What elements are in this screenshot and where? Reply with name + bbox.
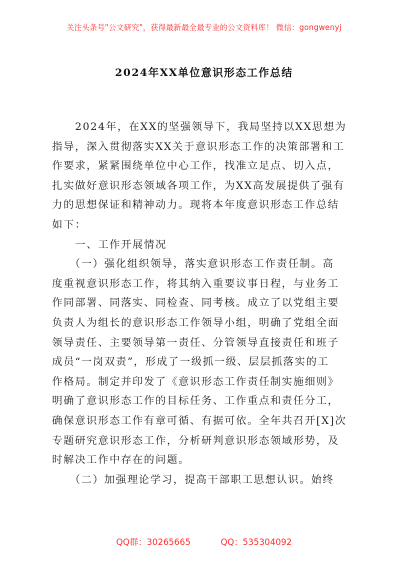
body-line: 如下： [52, 218, 87, 231]
body-line: 度重视意识形态工作，将其纳入重要议事日程，与业务工 [52, 277, 340, 290]
body-line: 负责人为组长的意识形态工作领导小组，明确了党组全面 [52, 316, 340, 329]
body-line: 指导，深入贯彻落实XX关于意识形态工作的决策部署和工 [52, 140, 345, 153]
body-line: 时解决工作中存在的问题。 [52, 454, 190, 467]
body-line: 专题研究意识形态工作，分析研判意识形态领域形势，及 [52, 434, 340, 447]
body-line: 力的思想保证和精神动力。现将本年度意识形态工作总结 [52, 199, 340, 212]
header-banner: 关注头条号"公文研究"，获得最新最全最专业的公文资料库！ 微信：gongwenyj [66, 23, 342, 32]
body-line: 确保意识形态工作有章可循、有据可依。全年共召开[X]次 [52, 414, 347, 427]
document-title: 2024年XX单位意识形态工作总结 [114, 67, 294, 79]
document-body [52, 118, 360, 490]
body-line: 明确了意识形态工作的目标任务、工作重点和责任分工， [52, 395, 340, 408]
body-line: 作格局。制定并印发了《意识形态工作责任制实施细则》 [52, 375, 340, 388]
qq-number: QQ：535304092 [220, 538, 292, 548]
body-line: 扎实做好意识形态领域各项工作，为XX高发展提供了强有 [52, 179, 345, 192]
body-line: 成员“一岗双责”，形成了一级抓一级、层层抓落实的工 [52, 356, 330, 369]
body-line: （一）强化组织领导，落实意识形态工作责任制。高 [52, 258, 335, 271]
section-heading: 一、工作开展情况 [52, 238, 167, 251]
qq-group: QQ群：30265665 [116, 538, 191, 548]
body-line: 作同部署、同落实、同检查、同考核。成立了以党组主要 [52, 297, 340, 310]
footer-contact [0, 536, 408, 548]
body-line: 领导责任、主要领导第一责任、分管领导直接责任和班子 [52, 336, 340, 349]
body-line: 作要求，紧紧围绕单位中心工作，找准立足点、切入点， [52, 160, 340, 173]
body-line: （二）加强理论学习，提高干部职工思想认识。始终 [52, 473, 335, 486]
body-line: 2024年，在XX的坚强领导下，我局坚持以XX思想为 [52, 121, 347, 133]
